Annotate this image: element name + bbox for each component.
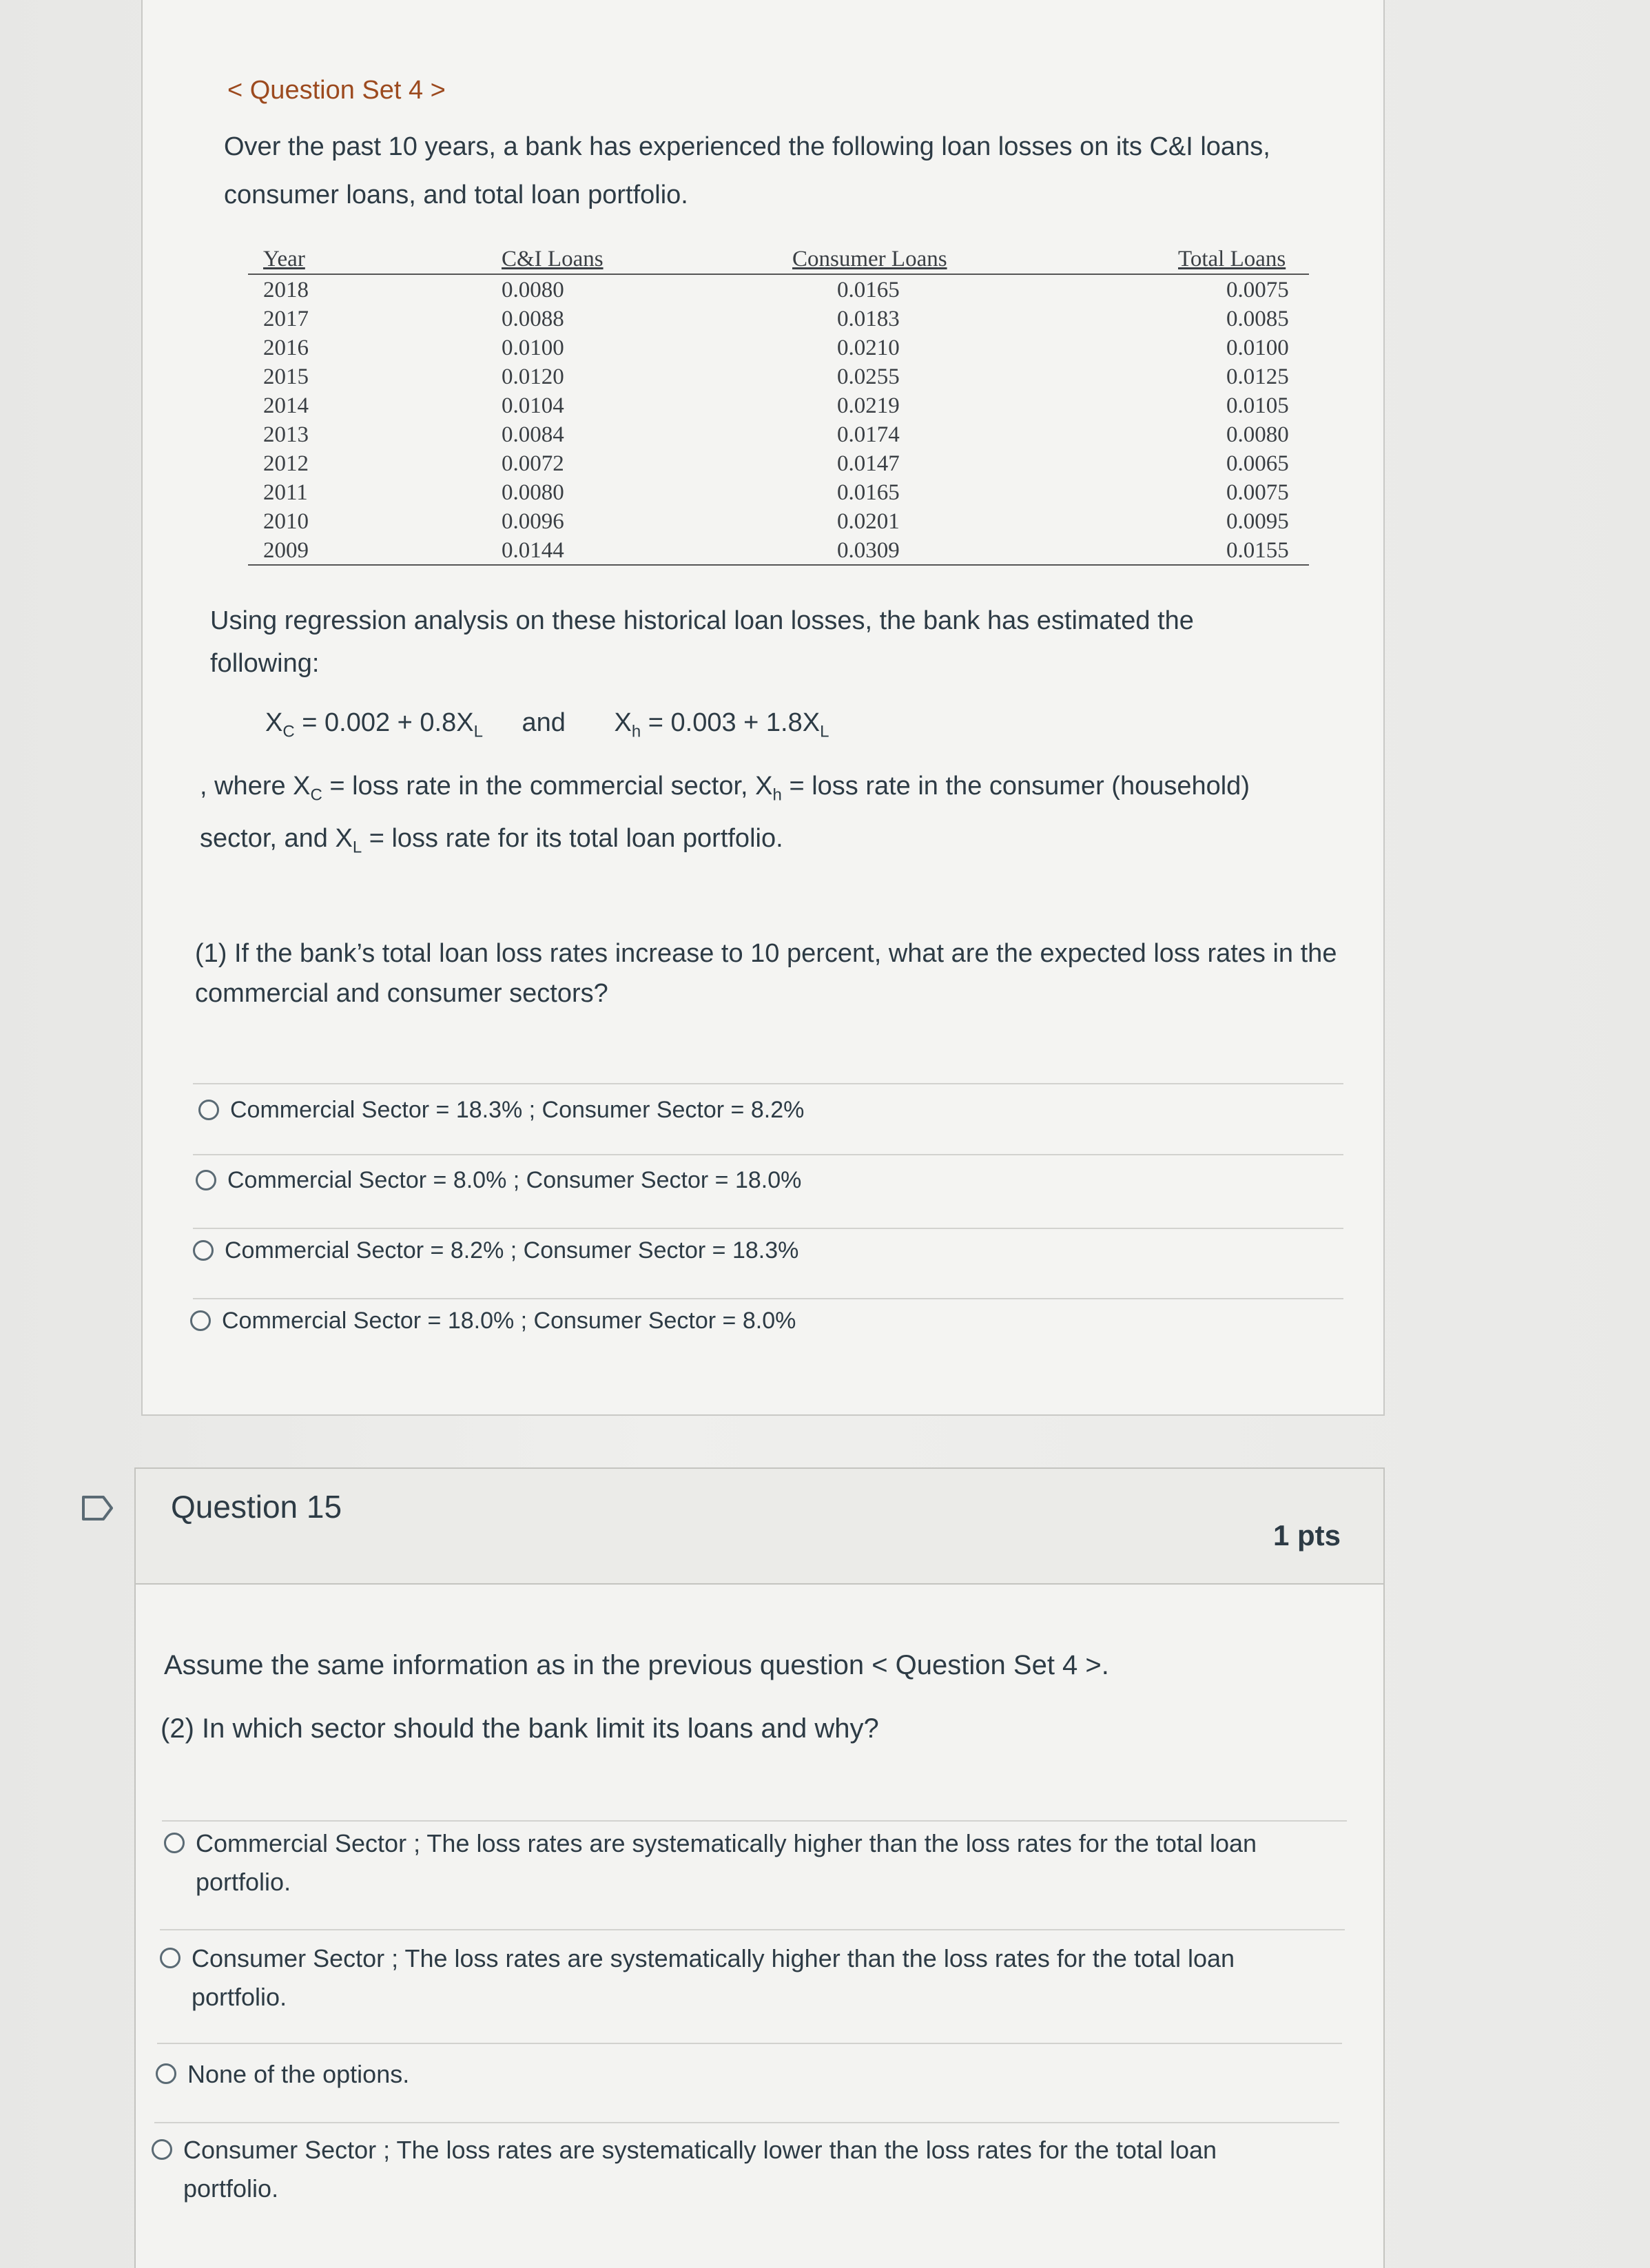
option-label: Commercial Sector = 18.3% ; Consumer Sector = 8.2%: [230, 1097, 805, 1123]
cell-consumer: 0.0255: [837, 364, 900, 389]
cell-ci: 0.0080: [502, 278, 564, 302]
cell-consumer: 0.0165: [837, 480, 900, 505]
answer-option-4[interactable]: [190, 1308, 796, 1334]
question-15-points: 1 pts: [1273, 1519, 1341, 1551]
answer-option-2[interactable]: [196, 1167, 801, 1194]
option-label: Commercial Sector = 8.0% ; Consumer Sector = 18.0%: [227, 1167, 802, 1193]
cell-year: 2015: [263, 364, 309, 389]
cell-year: 2013: [263, 422, 309, 447]
q15-answer-option-1[interactable]: [164, 1824, 1308, 1901]
cell-total: 0.0085: [1226, 307, 1289, 331]
cell-ci: 0.0120: [502, 364, 564, 389]
divider: [193, 1154, 1343, 1155]
cell-ci: 0.0100: [502, 336, 564, 360]
cell-year: 2011: [263, 480, 308, 505]
radio-button[interactable]: [160, 1948, 181, 1968]
option-label: Consumer Sector ; The loss rates are systematically higher than the loss rates for the total loan portfolio.: [192, 1944, 1235, 2011]
formula-xc: $X_C = 0.002 + 0.8X_L$: [265, 708, 483, 741]
question-intro: Over the past 10 years, a bank has experienced the following loan losses on its C&I loans, consumer loans, and total loan portfolio.: [224, 132, 1270, 209]
question-15-assume: Assume the same information as in the previous question < Question Set 4 >.: [164, 1650, 1109, 1680]
table-row: [248, 420, 1309, 449]
cell-consumer: 0.0219: [837, 393, 900, 418]
header-year: Year: [263, 247, 305, 271]
header-ci-loans: C&I Loans: [502, 247, 604, 271]
table-row: [248, 506, 1309, 535]
option-label: Commercial Sector ; The loss rates are systematically higher than the loss rates for the total loan portfolio.: [196, 1829, 1257, 1896]
cell-year: 2014: [263, 393, 309, 418]
radio-button[interactable]: [193, 1240, 214, 1261]
answer-option-1[interactable]: [198, 1097, 804, 1124]
radio-button[interactable]: [190, 1310, 211, 1331]
option-label: None of the options.: [187, 2060, 410, 2088]
divider: [193, 1083, 1343, 1084]
cell-ci: 0.0080: [502, 480, 564, 505]
divider: [154, 2122, 1339, 2123]
variable-definitions: , where $X_C$ = loss rate in the commercial sector, $X_h$ = loss rate in the consumer (household) sector, and $X_L$ = loss rate for its total loan portfolio.: [200, 772, 1250, 857]
formula-xh: $X_h = 0.003 + 1.8X_L$: [614, 708, 829, 741]
flag-question-icon[interactable]: [81, 1495, 114, 1521]
divider: [193, 1298, 1343, 1299]
question-2-text: (2) In which sector should the bank limit its loans and why?: [161, 1713, 879, 1744]
option-label: Commercial Sector = 18.0% ; Consumer Sector = 8.0%: [222, 1308, 796, 1334]
regression-text: Using regression analysis on these historical loan losses, the bank has estimated the following:: [210, 606, 1194, 678]
option-label: Commercial Sector = 8.2% ; Consumer Sector = 18.3%: [225, 1237, 799, 1264]
radio-button[interactable]: [152, 2139, 172, 2160]
header-consumer-loans: Consumer Loans: [792, 247, 947, 271]
q15-answer-option-2[interactable]: [160, 1939, 1303, 2017]
table-row: [248, 449, 1309, 477]
loan-loss-table: [248, 238, 1309, 566]
table-row: [248, 333, 1309, 362]
cell-consumer: 0.0183: [837, 307, 900, 331]
question-15-header: [134, 1467, 1385, 1585]
divider: [193, 1228, 1343, 1229]
table-row: [248, 477, 1309, 506]
table-header: [248, 238, 1309, 275]
header-total-loans: Total Loans: [1178, 247, 1286, 271]
cell-year: 2017: [263, 307, 309, 331]
cell-total: 0.0065: [1226, 451, 1289, 476]
formula-and: and: [522, 708, 566, 737]
cell-year: 2010: [263, 509, 309, 534]
cell-total: 0.0075: [1226, 480, 1289, 505]
cell-total: 0.0125: [1226, 364, 1289, 389]
question-1-text: (1) If the bank’s total loan loss rates increase to 10 percent, what are the expected loss rates in the commercial and consumer sectors?: [195, 939, 1337, 1008]
regression-formulas: [265, 708, 829, 742]
cell-total: 0.0105: [1226, 393, 1289, 418]
table-row: [248, 304, 1309, 333]
cell-ci: 0.0104: [502, 393, 564, 418]
cell-consumer: 0.0165: [837, 278, 900, 302]
radio-button[interactable]: [156, 2063, 176, 2084]
question-15-title: Question 15: [171, 1489, 342, 1525]
cell-year: 2018: [263, 278, 309, 302]
cell-year: 2016: [263, 336, 309, 360]
cell-consumer: 0.0147: [837, 451, 900, 476]
cell-ci: 0.0072: [502, 451, 564, 476]
cell-year: 2009: [263, 538, 309, 563]
divider: [162, 1820, 1347, 1822]
cell-consumer: 0.0309: [837, 538, 900, 563]
cell-ci: 0.0096: [502, 509, 564, 534]
divider: [160, 1929, 1345, 1930]
cell-consumer: 0.0210: [837, 336, 900, 360]
q15-answer-option-3[interactable]: [156, 2055, 1299, 2094]
answer-option-3[interactable]: [193, 1237, 798, 1264]
cell-consumer: 0.0201: [837, 509, 900, 534]
cell-total: 0.0075: [1226, 278, 1289, 302]
cell-total: 0.0100: [1226, 336, 1289, 360]
cell-total: 0.0080: [1226, 422, 1289, 447]
table-row: [248, 275, 1309, 304]
cell-total: 0.0095: [1226, 509, 1289, 534]
cell-consumer: 0.0174: [837, 422, 900, 447]
cell-ci: 0.0084: [502, 422, 564, 447]
question-set-nav[interactable]: < Question Set 4 >: [227, 76, 446, 105]
cell-year: 2012: [263, 451, 309, 476]
cell-ci: 0.0144: [502, 538, 564, 563]
divider: [157, 2043, 1342, 2044]
cell-ci: 0.0088: [502, 307, 564, 331]
table-row: [248, 391, 1309, 420]
q15-answer-option-4[interactable]: [152, 2131, 1295, 2208]
radio-button[interactable]: [198, 1100, 219, 1120]
option-label: Consumer Sector ; The loss rates are systematically lower than the loss rates for the total loan portfolio.: [183, 2136, 1217, 2203]
radio-button[interactable]: [164, 1833, 185, 1853]
cell-total: 0.0155: [1226, 538, 1289, 563]
radio-button[interactable]: [196, 1170, 216, 1190]
table-row: [248, 535, 1309, 566]
table-row: [248, 362, 1309, 391]
